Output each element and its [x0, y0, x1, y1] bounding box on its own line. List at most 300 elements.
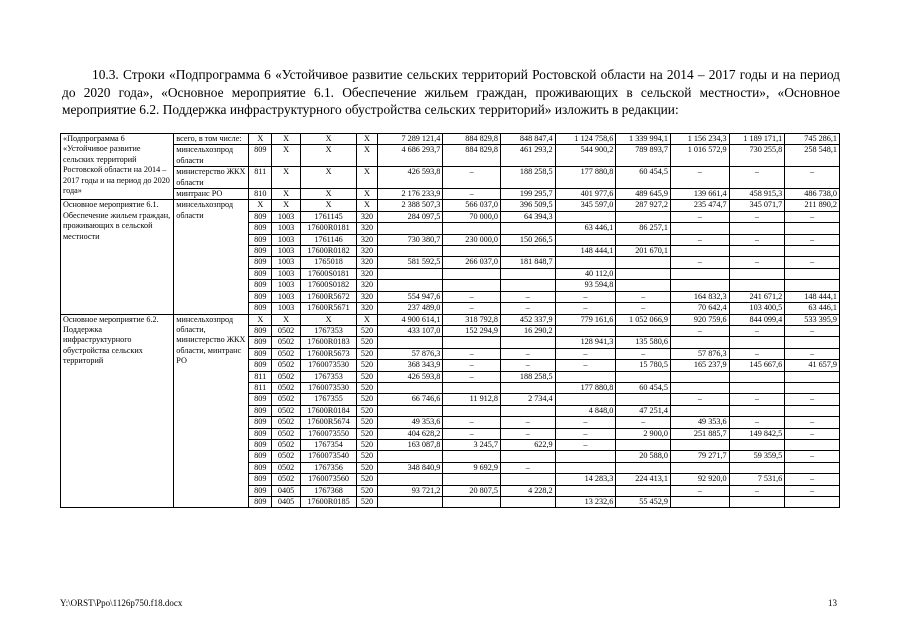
amount-cell: 266 037,0 — [443, 257, 501, 268]
table-row — [61, 189, 840, 200]
amount-cell: 7 289 121,4 — [377, 134, 443, 145]
amount-cell: – — [555, 291, 616, 302]
amount-cell — [377, 268, 443, 279]
vr-cell: 520 — [357, 451, 377, 462]
amount-cell: 533 395,9 — [785, 314, 840, 325]
amount-cell — [785, 382, 840, 393]
amount-cell: 622,9 — [501, 439, 556, 450]
csr-cell: 17600R0185 — [300, 497, 357, 508]
rzpr-cell: 0502 — [272, 325, 300, 336]
amount-cell — [616, 462, 671, 473]
amount-cell: – — [555, 417, 616, 428]
amount-cell — [729, 462, 785, 473]
amount-cell: 486 738,0 — [785, 189, 840, 200]
amount-cell — [443, 382, 501, 393]
amount-cell — [785, 280, 840, 291]
grbs-cell: 809 — [249, 291, 272, 302]
grbs-cell: 809 — [249, 497, 272, 508]
amount-cell — [729, 280, 785, 291]
amount-cell: 41 657,9 — [785, 360, 840, 371]
amount-cell: 258 548,1 — [785, 145, 840, 167]
executor-cell: всего, в том числе: — [174, 134, 249, 145]
amount-cell: 7 531,6 — [729, 474, 785, 485]
vr-cell: X — [357, 189, 377, 200]
amount-cell: – — [501, 303, 556, 314]
executor-cell: минсельхозпрод области — [174, 145, 249, 167]
amount-cell: 15 780,5 — [616, 360, 671, 371]
amount-cell: – — [555, 348, 616, 359]
rzpr-cell: 0405 — [272, 485, 300, 496]
intro-paragraph — [62, 66, 840, 119]
amount-cell: – — [501, 417, 556, 428]
amount-cell: 201 670,1 — [616, 246, 671, 257]
amount-cell: – — [443, 167, 501, 189]
amount-cell — [729, 497, 785, 508]
amount-cell — [729, 268, 785, 279]
amount-cell — [616, 211, 671, 222]
amount-cell: 251 885,7 — [670, 428, 729, 439]
amount-cell: 86 257,1 — [616, 223, 671, 234]
amount-cell: – — [616, 348, 671, 359]
amount-cell: 224 413,1 — [616, 474, 671, 485]
amount-cell: – — [670, 234, 729, 245]
amount-cell — [377, 497, 443, 508]
amount-cell: 148 444,1 — [785, 291, 840, 302]
amount-cell: 1 339 994,1 — [616, 134, 671, 145]
amount-cell — [501, 223, 556, 234]
vr-cell: 520 — [357, 325, 377, 336]
section-name-cell: Основное мероприятие 6.2. Поддержка инфраструктурного обустройства сельских территорий — [61, 314, 174, 508]
vr-cell: 520 — [357, 360, 377, 371]
amount-cell: 287 927,2 — [616, 200, 671, 211]
amount-cell: – — [555, 360, 616, 371]
amount-cell — [443, 337, 501, 348]
vr-cell: X — [357, 167, 377, 189]
csr-cell: 1767353 — [300, 371, 357, 382]
vr-cell: 320 — [357, 257, 377, 268]
amount-cell: – — [443, 303, 501, 314]
amount-cell: – — [443, 371, 501, 382]
amount-cell — [729, 382, 785, 393]
amount-cell — [616, 257, 671, 268]
grbs-cell: X — [249, 314, 272, 325]
vr-cell: 320 — [357, 211, 377, 222]
amount-cell — [501, 246, 556, 257]
grbs-cell: 809 — [249, 246, 272, 257]
csr-cell: 1767355 — [300, 394, 357, 405]
amount-cell — [377, 246, 443, 257]
amount-cell: 128 941,3 — [555, 337, 616, 348]
footer-page-number: 13 — [828, 598, 837, 608]
amount-cell: – — [443, 348, 501, 359]
amount-cell: – — [785, 234, 840, 245]
vr-cell: 520 — [357, 497, 377, 508]
amount-cell — [670, 497, 729, 508]
amount-cell: 1 052 066,9 — [616, 314, 671, 325]
amount-cell: – — [616, 291, 671, 302]
amount-cell — [501, 268, 556, 279]
amount-cell: 164 832,3 — [670, 291, 729, 302]
amount-cell: – — [785, 211, 840, 222]
amount-cell: 368 343,9 — [377, 360, 443, 371]
table-row — [61, 200, 840, 211]
amount-cell: 581 592,5 — [377, 257, 443, 268]
amount-cell: – — [443, 189, 501, 200]
amount-cell — [377, 223, 443, 234]
grbs-cell: 809 — [249, 360, 272, 371]
amount-cell: 235 474,7 — [670, 200, 729, 211]
amount-cell — [443, 451, 501, 462]
amount-cell: 920 759,6 — [670, 314, 729, 325]
amount-cell: – — [443, 428, 501, 439]
csr-cell: 1767368 — [300, 485, 357, 496]
rzpr-cell: X — [272, 314, 300, 325]
amount-cell — [377, 337, 443, 348]
amount-cell: – — [670, 167, 729, 189]
grbs-cell: 809 — [249, 394, 272, 405]
amount-cell — [443, 497, 501, 508]
amount-cell: – — [443, 291, 501, 302]
grbs-cell: 809 — [249, 462, 272, 473]
rzpr-cell: X — [272, 167, 300, 189]
rzpr-cell: 0502 — [272, 348, 300, 359]
rzpr-cell: X — [272, 189, 300, 200]
amount-cell: 63 446,1 — [555, 223, 616, 234]
rzpr-cell: X — [272, 145, 300, 167]
amount-cell: 554 947,6 — [377, 291, 443, 302]
amount-cell: – — [785, 348, 840, 359]
vr-cell: X — [357, 134, 377, 145]
amount-cell: 1 189 171,1 — [729, 134, 785, 145]
amount-cell — [785, 462, 840, 473]
amount-cell — [377, 474, 443, 485]
amount-cell — [555, 485, 616, 496]
amount-cell: 60 454,5 — [616, 167, 671, 189]
amount-cell — [616, 325, 671, 336]
csr-cell: 17600R0183 — [300, 337, 357, 348]
amount-cell: 844 099,4 — [729, 314, 785, 325]
amount-cell — [616, 371, 671, 382]
amount-cell: 1 124 758,6 — [555, 134, 616, 145]
amount-cell — [785, 371, 840, 382]
amount-cell: 9 692,9 — [443, 462, 501, 473]
vr-cell: X — [357, 145, 377, 167]
rzpr-cell: 1003 — [272, 234, 300, 245]
amount-cell: 4 686 293,7 — [377, 145, 443, 167]
csr-cell: 17600S0182 — [300, 280, 357, 291]
table-row — [61, 134, 840, 145]
amount-cell: 1 016 572,9 — [670, 145, 729, 167]
amount-cell — [670, 382, 729, 393]
grbs-cell: 809 — [249, 257, 272, 268]
vr-cell: X — [357, 314, 377, 325]
csr-cell: X — [300, 314, 357, 325]
amount-cell: – — [729, 234, 785, 245]
grbs-cell: 809 — [249, 428, 272, 439]
csr-cell: 1765018 — [300, 257, 357, 268]
csr-cell: 1760073540 — [300, 451, 357, 462]
amount-cell: – — [670, 394, 729, 405]
vr-cell: 520 — [357, 382, 377, 393]
amount-cell — [555, 451, 616, 462]
rzpr-cell: 1003 — [272, 257, 300, 268]
amount-cell: – — [729, 394, 785, 405]
amount-cell: 188 258,5 — [501, 167, 556, 189]
csr-cell: 1767356 — [300, 462, 357, 473]
amount-cell: 40 112,0 — [555, 268, 616, 279]
grbs-cell: 811 — [249, 382, 272, 393]
amount-cell — [443, 246, 501, 257]
rzpr-cell: 0502 — [272, 474, 300, 485]
amount-cell: 79 271,7 — [670, 451, 729, 462]
amount-cell: 49 353,6 — [377, 417, 443, 428]
amount-cell: 884 829,8 — [443, 145, 501, 167]
amount-cell: – — [785, 485, 840, 496]
amount-cell: 150 266,5 — [501, 234, 556, 245]
grbs-cell: 809 — [249, 451, 272, 462]
grbs-cell: 811 — [249, 167, 272, 189]
amount-cell — [616, 394, 671, 405]
vr-cell: 520 — [357, 394, 377, 405]
amount-cell — [670, 223, 729, 234]
amount-cell: 396 509,5 — [501, 200, 556, 211]
vr-cell: X — [357, 200, 377, 211]
grbs-cell: 809 — [249, 280, 272, 291]
vr-cell: 320 — [357, 280, 377, 291]
amount-cell: 93 594,8 — [555, 280, 616, 291]
amount-cell — [670, 337, 729, 348]
amount-cell: 149 842,5 — [729, 428, 785, 439]
vr-cell: 520 — [357, 371, 377, 382]
amount-cell — [785, 223, 840, 234]
amount-cell: – — [729, 211, 785, 222]
csr-cell: 17600R0181 — [300, 223, 357, 234]
csr-cell: 1767354 — [300, 439, 357, 450]
amount-cell — [501, 451, 556, 462]
rzpr-cell: 1003 — [272, 303, 300, 314]
amount-cell: 401 977,6 — [555, 189, 616, 200]
grbs-cell: 809 — [249, 234, 272, 245]
csr-cell: 17600R5672 — [300, 291, 357, 302]
amount-cell: 318 792,8 — [443, 314, 501, 325]
vr-cell: 520 — [357, 485, 377, 496]
amount-cell — [443, 474, 501, 485]
vr-cell: 520 — [357, 428, 377, 439]
amount-cell — [616, 485, 671, 496]
amount-cell: 345 071,7 — [729, 200, 785, 211]
amount-cell: 103 400,5 — [729, 303, 785, 314]
rzpr-cell: 0405 — [272, 497, 300, 508]
amount-cell — [785, 268, 840, 279]
rzpr-cell: 0502 — [272, 428, 300, 439]
csr-cell: X — [300, 189, 357, 200]
amount-cell: 47 251,4 — [616, 405, 671, 416]
amount-cell: – — [555, 439, 616, 450]
grbs-cell: 809 — [249, 223, 272, 234]
amount-cell: – — [785, 257, 840, 268]
csr-cell: 1760073530 — [300, 360, 357, 371]
vr-cell: 320 — [357, 234, 377, 245]
amount-cell: – — [785, 167, 840, 189]
rzpr-cell: 1003 — [272, 291, 300, 302]
section-name-cell: «Подпрограмма 6 «Устойчивое развитие сельских территорий Ростовской области на 2014 – 2017 годы и на период до 2020 года» — [61, 134, 174, 200]
amount-cell — [555, 257, 616, 268]
amount-cell: 13 232,6 — [555, 497, 616, 508]
rzpr-cell: X — [272, 134, 300, 145]
executor-cell: минтранс РО — [174, 189, 249, 200]
amount-cell: – — [501, 428, 556, 439]
amount-cell — [377, 280, 443, 291]
amount-cell: 49 353,6 — [670, 417, 729, 428]
amount-cell — [501, 382, 556, 393]
amount-cell: 152 294,9 — [443, 325, 501, 336]
amount-cell: 20 588,0 — [616, 451, 671, 462]
grbs-cell: 809 — [249, 145, 272, 167]
rzpr-cell: 0502 — [272, 337, 300, 348]
amount-cell — [443, 223, 501, 234]
amount-cell: – — [670, 325, 729, 336]
amount-cell: 544 900,2 — [555, 145, 616, 167]
amount-cell: – — [785, 325, 840, 336]
amount-cell: 59 359,5 — [729, 451, 785, 462]
amount-cell: 145 667,6 — [729, 360, 785, 371]
amount-cell: 458 915,3 — [729, 189, 785, 200]
csr-cell: 17600R5674 — [300, 417, 357, 428]
executor-cell: министерство ЖКХ области — [174, 167, 249, 189]
amount-cell: 237 489,0 — [377, 303, 443, 314]
amount-cell — [555, 371, 616, 382]
amount-cell: 2 900,0 — [616, 428, 671, 439]
grbs-cell: 811 — [249, 371, 272, 382]
amount-cell: 779 161,6 — [555, 314, 616, 325]
grbs-cell: 809 — [249, 211, 272, 222]
amount-cell: 2 734,4 — [501, 394, 556, 405]
amount-cell — [729, 371, 785, 382]
rzpr-cell: X — [272, 200, 300, 211]
grbs-cell: 809 — [249, 405, 272, 416]
amount-cell — [670, 246, 729, 257]
amount-cell: 241 671,2 — [729, 291, 785, 302]
amount-cell: 57 876,3 — [670, 348, 729, 359]
amount-cell — [729, 405, 785, 416]
amount-cell: – — [729, 325, 785, 336]
csr-cell: X — [300, 200, 357, 211]
amount-cell: – — [785, 394, 840, 405]
amount-cell: – — [785, 417, 840, 428]
amount-cell: – — [785, 474, 840, 485]
amount-cell: 70 000,0 — [443, 211, 501, 222]
amount-cell: 16 290,2 — [501, 325, 556, 336]
rzpr-cell: 0502 — [272, 439, 300, 450]
amount-cell — [443, 268, 501, 279]
rzpr-cell: 1003 — [272, 246, 300, 257]
amount-cell — [670, 405, 729, 416]
vr-cell: 520 — [357, 337, 377, 348]
amount-cell: 66 746,6 — [377, 394, 443, 405]
amount-cell: – — [729, 417, 785, 428]
amount-cell — [729, 337, 785, 348]
amount-cell: 177 880,8 — [555, 382, 616, 393]
amount-cell: 93 721,2 — [377, 485, 443, 496]
amount-cell — [785, 497, 840, 508]
csr-cell: X — [300, 145, 357, 167]
amount-cell: 284 097,5 — [377, 211, 443, 222]
amount-cell — [670, 439, 729, 450]
rzpr-cell: 1003 — [272, 211, 300, 222]
amount-cell — [501, 474, 556, 485]
amount-cell — [616, 268, 671, 279]
vr-cell: 320 — [357, 268, 377, 279]
amount-cell: 64 394,3 — [501, 211, 556, 222]
grbs-cell: 809 — [249, 439, 272, 450]
amount-cell: – — [670, 211, 729, 222]
csr-cell: 1760073550 — [300, 428, 357, 439]
grbs-cell: X — [249, 200, 272, 211]
vr-cell: 520 — [357, 462, 377, 473]
csr-cell: 1760073530 — [300, 382, 357, 393]
grbs-cell: 809 — [249, 485, 272, 496]
grbs-cell: 809 — [249, 337, 272, 348]
amount-cell — [785, 405, 840, 416]
rzpr-cell: 0502 — [272, 371, 300, 382]
amount-cell: 4 900 614,1 — [377, 314, 443, 325]
csr-cell: 1761146 — [300, 234, 357, 245]
amount-cell: 745 286,1 — [785, 134, 840, 145]
amount-cell — [785, 246, 840, 257]
amount-cell: – — [555, 428, 616, 439]
grbs-cell: 809 — [249, 474, 272, 485]
vr-cell: 520 — [357, 474, 377, 485]
amount-cell: – — [729, 167, 785, 189]
vr-cell: 320 — [357, 303, 377, 314]
amount-cell: 566 037,0 — [443, 200, 501, 211]
amount-cell: 92 920,0 — [670, 474, 729, 485]
csr-cell: 1760073560 — [300, 474, 357, 485]
amount-cell — [729, 439, 785, 450]
amount-cell — [729, 246, 785, 257]
amount-cell: 4 228,2 — [501, 485, 556, 496]
amount-cell: 14 283,3 — [555, 474, 616, 485]
amount-cell: 404 628,2 — [377, 428, 443, 439]
amount-cell: 489 645,9 — [616, 189, 671, 200]
amount-cell — [501, 405, 556, 416]
vr-cell: 320 — [357, 291, 377, 302]
amount-cell: – — [616, 303, 671, 314]
csr-cell: 1767353 — [300, 325, 357, 336]
csr-cell: 1761145 — [300, 211, 357, 222]
amount-cell — [501, 337, 556, 348]
grbs-cell: 809 — [249, 325, 272, 336]
amount-cell: 345 597,0 — [555, 200, 616, 211]
amount-cell: – — [501, 360, 556, 371]
amount-cell: 211 890,2 — [785, 200, 840, 211]
amount-cell: 230 000,0 — [443, 234, 501, 245]
amount-cell — [729, 223, 785, 234]
rzpr-cell: 0502 — [272, 394, 300, 405]
csr-cell: X — [300, 167, 357, 189]
amount-cell: – — [443, 417, 501, 428]
csr-cell: 17600R5673 — [300, 348, 357, 359]
amount-cell — [616, 439, 671, 450]
rzpr-cell: 1003 — [272, 223, 300, 234]
amount-cell: – — [670, 257, 729, 268]
amount-cell — [616, 234, 671, 245]
amount-cell: 70 642,4 — [670, 303, 729, 314]
amount-cell: 2 176 233,9 — [377, 189, 443, 200]
amount-cell: 789 893,7 — [616, 145, 671, 167]
amount-cell: 148 444,1 — [555, 246, 616, 257]
amount-cell: 433 107,0 — [377, 325, 443, 336]
